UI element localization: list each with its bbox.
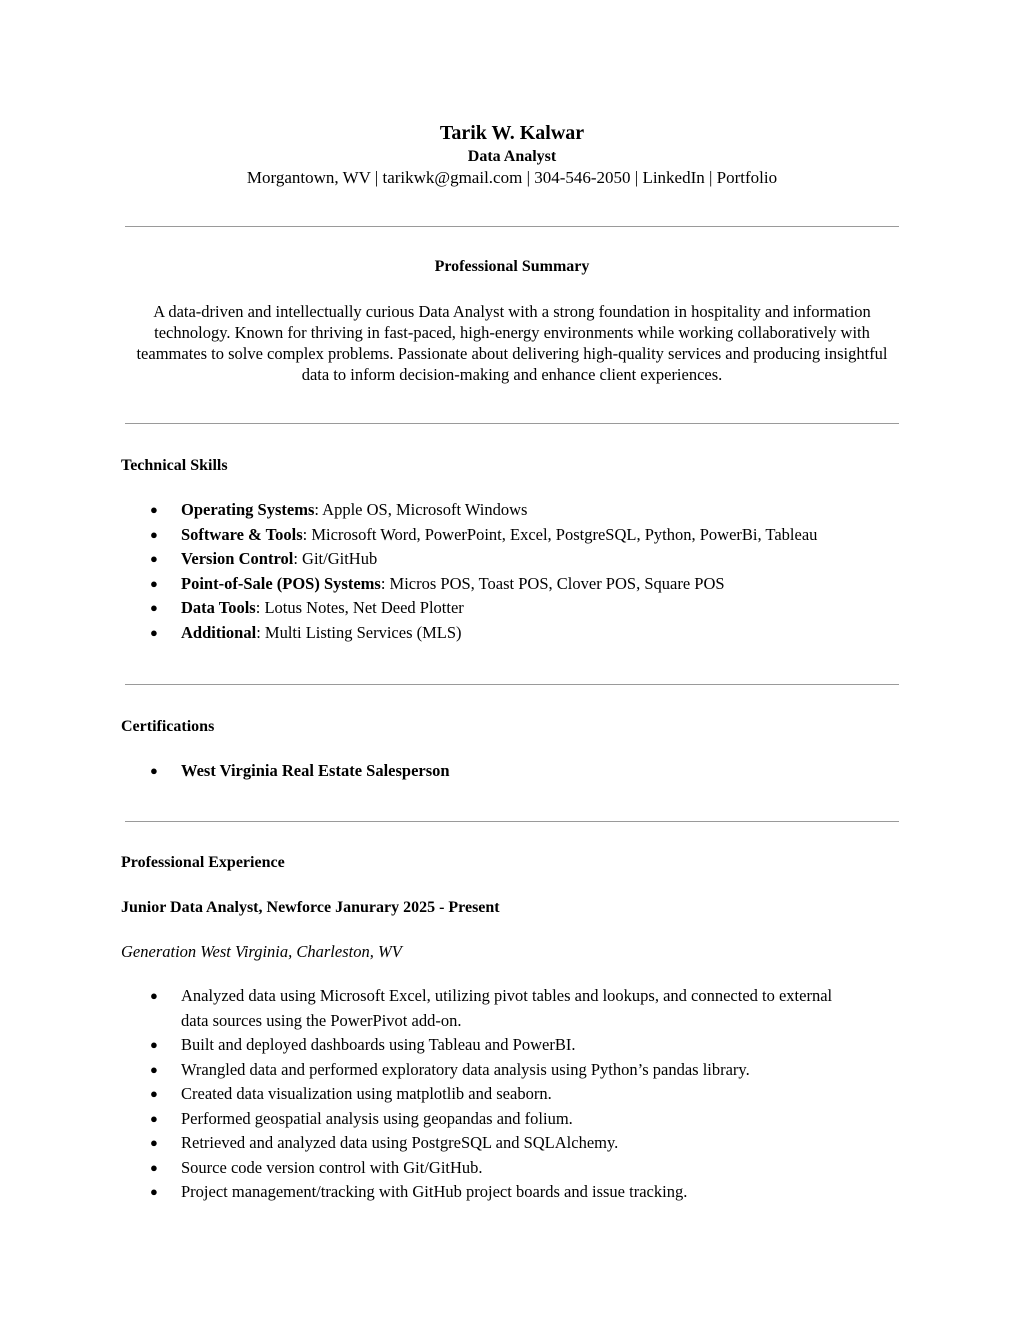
contact-line: Morgantown, WV | tarikwk@gmail.com | 304-546-2050 | LinkedIn | Portfolio [246, 168, 778, 187]
list-item [121, 984, 861, 1033]
bullet-icon: ● [150, 624, 158, 640]
skill-label: Data Tools [181, 598, 256, 617]
skill-label: Additional [181, 622, 257, 642]
experience-bullet-text: Retrieved and analyzed data using PostgreSQL and SQLAlchemy. [181, 1133, 619, 1152]
experience-bullet-text: Built and deployed dashboards using Tableau and PowerBI. [181, 1035, 576, 1054]
section-divider [125, 684, 899, 685]
job-title: Junior Data Analyst, Newforce Janurary 2025 - Present [121, 899, 500, 916]
list-item [121, 523, 817, 548]
bullet-icon: ● [150, 551, 158, 566]
bullet-icon: ● [150, 988, 158, 1003]
candidate-name: Tarik W. Kalwar [439, 122, 585, 144]
experience-bullet-text: Created data visualization using matplotlib and seaborn. [181, 1084, 552, 1103]
bullet-icon: ● [150, 1184, 158, 1199]
list-item [121, 1131, 861, 1156]
list-item [121, 1180, 861, 1205]
list-item [121, 547, 817, 572]
list-item [121, 759, 450, 784]
list-item [121, 1033, 861, 1058]
experience-bullet-text: Source code version control with Git/GitHub. [181, 1157, 483, 1177]
experience-heading: Professional Experience [121, 854, 285, 871]
skill-label: Point-of-Sale (POS) Systems [181, 573, 381, 593]
bullet-icon: ● [150, 1110, 158, 1126]
candidate-role: Data Analyst [467, 148, 557, 165]
bullet-icon: ● [150, 763, 158, 778]
experience-bullet-text: Performed geospatial analysis using geopandas and folium. [181, 1108, 573, 1128]
list-item [121, 1082, 861, 1107]
skill-value: : Micros POS, Toast POS, Clover POS, Square POS [380, 573, 725, 593]
experience-bullet-text: Project management/tracking with GitHub project boards and issue tracking. [181, 1182, 688, 1201]
certifications-list [121, 759, 450, 784]
bullet-icon: ● [150, 1037, 158, 1052]
experience-bullet-text: Wrangled data and performed exploratory data analysis using Python’s pandas library. [181, 1059, 750, 1079]
skill-value: : Microsoft Word, PowerPoint, Excel, PostgreSQL, Python, PowerBi, Tableau [302, 524, 818, 544]
certification-name: West Virginia Real Estate Salesperson [181, 761, 450, 780]
list-item [121, 1058, 861, 1083]
skill-label: Version Control [181, 549, 294, 568]
list-item [121, 498, 817, 523]
section-divider [125, 423, 899, 424]
bullet-icon: ● [150, 1086, 158, 1101]
bullet-icon: ● [150, 575, 158, 591]
certifications-heading: Certifications [121, 718, 215, 735]
section-divider [125, 226, 899, 227]
bullet-icon: ● [150, 1135, 158, 1150]
skill-value: : Multi Listing Services (MLS) [256, 622, 462, 642]
list-item [121, 1107, 861, 1132]
bullet-icon: ● [150, 1159, 158, 1175]
bullet-icon: ● [150, 600, 158, 615]
section-divider [125, 821, 899, 822]
list-item [121, 621, 817, 646]
skill-value: : Git/GitHub [293, 549, 378, 568]
bullet-icon: ● [150, 526, 158, 542]
skill-value: : Apple OS, Microsoft Windows [314, 500, 528, 519]
skills-heading: Technical Skills [121, 457, 228, 474]
summary-heading: Professional Summary [434, 258, 590, 275]
list-item [121, 1156, 861, 1181]
experience-bullets [121, 984, 861, 1205]
skill-value: : Lotus Notes, Net Deed Plotter [255, 598, 464, 617]
bullet-icon: ● [150, 502, 158, 517]
job-organization: Generation West Virginia, Charleston, WV [121, 942, 402, 961]
skill-label: Operating Systems [181, 500, 315, 519]
list-item [121, 572, 817, 597]
skills-list [121, 498, 817, 645]
bullet-icon: ● [150, 1061, 158, 1077]
list-item [121, 596, 817, 621]
summary-text: A data-driven and intellectually curious Data Analyst with a strong foundation in hospitality and information technology. Known for thriving in fast-paced, high-energy environments while working collaboratively with teammates to solve complex problems. Passionate about delivering high-quality services and producing insightful data to inform decision-making and enhance client experiences. [136, 302, 888, 384]
experience-bullet-text: Analyzed data using Microsoft Excel, utilizing pivot tables and lookups, and connected to external data sources using the PowerPivot add-on. [181, 986, 833, 1030]
skill-label: Software & Tools [181, 524, 303, 544]
